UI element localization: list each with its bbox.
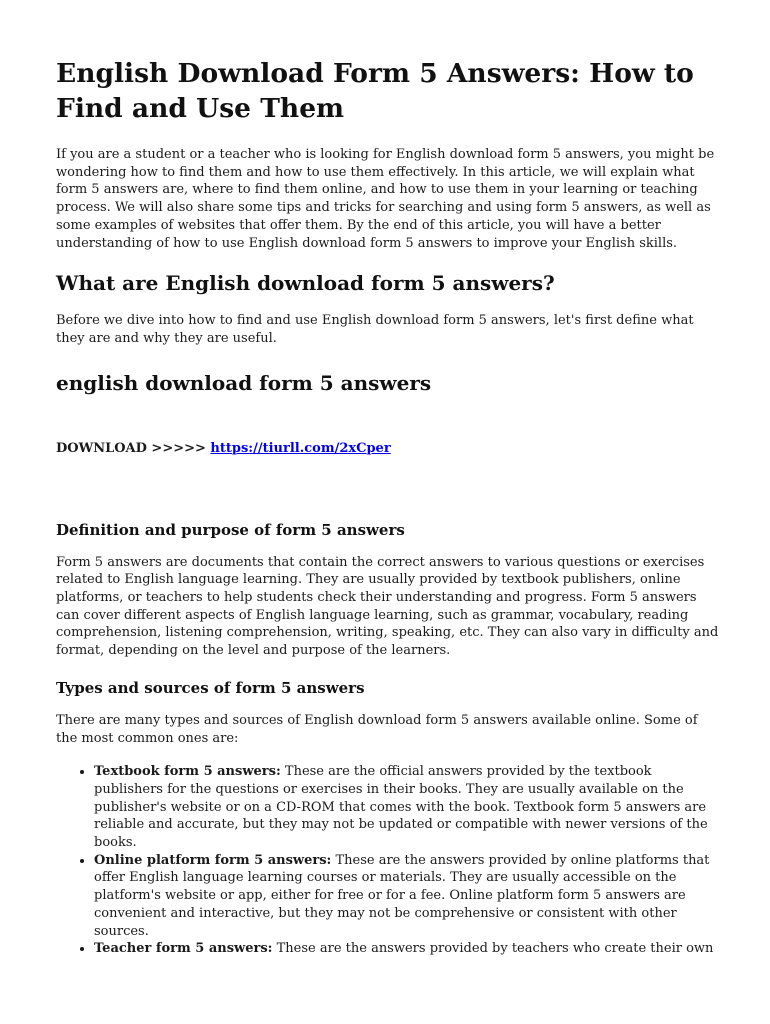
list-item-term: Textbook form 5 answers:	[94, 764, 281, 780]
intro-paragraph: If you are a student or a teacher who is looking for English download form 5 answers, you might be wondering how to find them and how to use them effectively. In this article, we will explain what form 5 answers are, where to find them online, and how to use them in your learning or teaching process. We will also share some tips and tricks for searching and using form 5 answers, as well as some examples of websites that offer them. By the end of this article, you will have a better understanding of how to use English download form 5 answers to improve your English skills.	[56, 147, 715, 251]
keyword-heading: english download form 5 answers	[56, 370, 432, 395]
page-title: English Download Form 5 Answers: How to Find and Use Them	[56, 58, 694, 124]
list-item	[94, 852, 720, 941]
section-heading-what-are: What are English download form 5 answers?	[56, 271, 555, 296]
section-paragraph-what-are: Before we dive into how to find and use English download form 5 answers, let's first define what they are and why they are useful.	[56, 313, 694, 346]
list-item-desc: These are the answers provided by online platforms that offer English language learning courses or materials. They are usually accessible on the platform's website or app, either for free or for a fee. Online platform form 5 answers are convenient and interactive, but they may not be comprehensive or consistent with other sources.	[94, 852, 710, 939]
definition-paragraph: Form 5 answers are documents that contain the correct answers to various questions or exercises related to English language learning. They are usually provided by textbook publishers, online platforms, or teachers to help students check their understanding and progress. Form 5 answers can cover different aspects of English language learning, such as grammar, vocabulary, reading comprehension, listening comprehension, writing, speaking, etc. They can also vary in difficulty and format, depending on the level and purpose of the learners.	[56, 554, 719, 659]
spacer	[56, 458, 720, 520]
list-item-term: Online platform form 5 answers:	[94, 852, 332, 868]
types-paragraph: There are many types and sources of English download form 5 answers available online. Some of the most common ones are:	[56, 712, 698, 746]
list-item-term: Teacher form 5 answers:	[94, 941, 273, 957]
download-link[interactable]: https://tiurll.com/2xCper	[210, 440, 391, 456]
list-item-desc: These are the answers provided by teachers who create their own	[272, 941, 714, 957]
list-item	[94, 940, 720, 958]
list-item-desc: These are the official answers provided by the textbook publishers for the questions or exercises in their books. They are usually available on the publisher's website or on a CD-ROM that comes with the book. Textbook form 5 answers are reliable and accurate, but they may not be updated or compatible with newer versions of the books.	[94, 764, 708, 851]
definition-heading: Definition and purpose of form 5 answers	[56, 520, 405, 539]
article	[56, 56, 720, 958]
types-list	[56, 763, 720, 958]
download-line	[56, 440, 720, 458]
types-heading: Types and sources of form 5 answers	[56, 678, 365, 697]
download-label: DOWNLOAD >>>>>	[56, 440, 211, 456]
list-item	[94, 763, 720, 852]
